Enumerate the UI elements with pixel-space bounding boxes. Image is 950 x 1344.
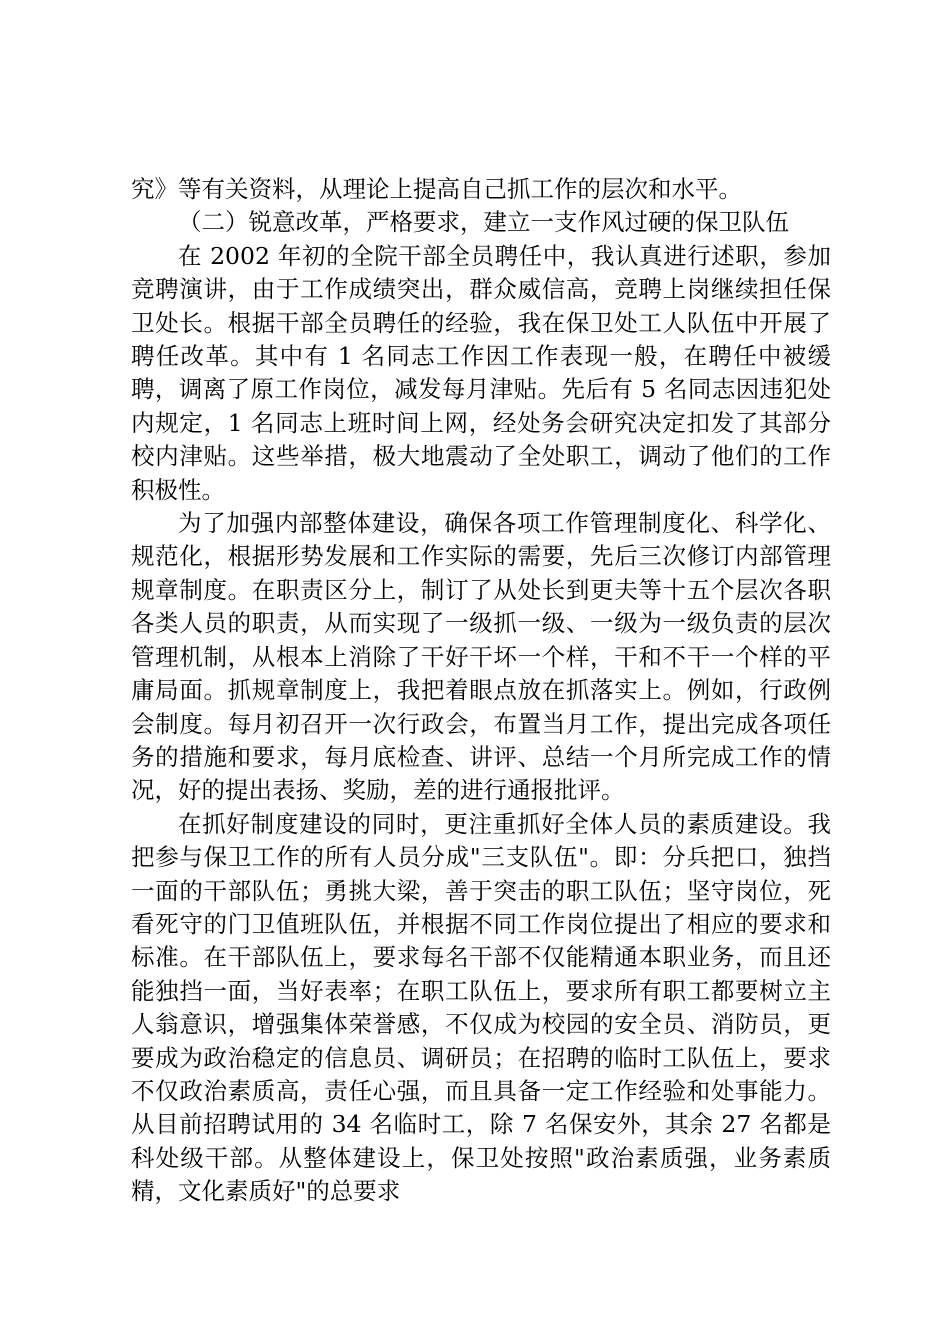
paragraph-staff-quality: 在抓好制度建设的同时，更注重抓好全体人员的素质建设。我把参与保卫工作的所有人员分成"三支队伍"。即：分兵把口，独挡一面的干部队伍；勇挑大梁，善于突击的职工队伍；坚守岗位，死看死守的门卫值班队伍，并根据不同工作岗位提出了相应的要求和标准。在干部队伍上，要求每名干部不仅能精通本职业务，而且还能独挡一面，当好表率；在职工队伍上，要求所有职工都要树立主人翁意识，增强集体荣誉感，不仅成为校园的安全员、消防员，更要成为政治稳定的信息员、调研员；在招聘的临时工队伍上，要求不仅政治素质高，责任心强，而且具备一定工作经验和处事能力。从目前招聘试用的 34 名临时工，除 7 名保安外，其余 27 名都是科处级干部。从整体建设上，保卫处按照"政治素质强，业务素质精，文化素质好"的总要求 (131, 809, 831, 1206)
paragraph-internal-rules: 为了加强内部整体建设，确保各项工作管理制度化、科学化、规范化，根据形势发展和工作实际的需要，先后三次修订内部管理规章制度。在职责区分上，制订了从处长到更夫等十五个层次各职各类人员的职责，从而实现了一级抓一级、一级为一级负责的层次管理机制，从根本上消除了干好干坏一个样，干和不干一个样的平庸局面。抓规章制度上，我把着眼点放在抓落实上。例如，行政例会制度。每月初召开一次行政会，布置当月工作，提出完成各项任务的措施和要求，每月底检查、讲评、总结一个月所完成工作的情况，好的提出表扬、奖励，差的进行通报批评。 (131, 509, 831, 805)
document-body (131, 173, 831, 1209)
paragraph-continuation: 究》等有关资料，从理论上提高自己抓工作的层次和水平。 (131, 175, 742, 203)
section-heading: （二）锐意改革，严格要求，建立一支作风过硬的保卫队伍 (178, 208, 789, 237)
paragraph-appointment-reform: 在 2002 年初的全院干部全员聘任中，我认真进行述职，参加竞聘演讲，由于工作成绩突出，群众威信高，竞聘上岗继续担任保卫处长。根据干部全员聘任的经验，我在保卫处工人队伍中开展了聘任改革。其中有 1 名同志工作因工作表现一般，在聘任中被缓聘，调离了原工作岗位，减发每月津贴。先后有 5 名同志因违犯处内规定，1 名同志上班时间上网，经处务会研究决定扣发了其部分校内津贴。这些举措，极大地震动了全处职工，调动了他们的工作积极性。 (131, 241, 831, 504)
